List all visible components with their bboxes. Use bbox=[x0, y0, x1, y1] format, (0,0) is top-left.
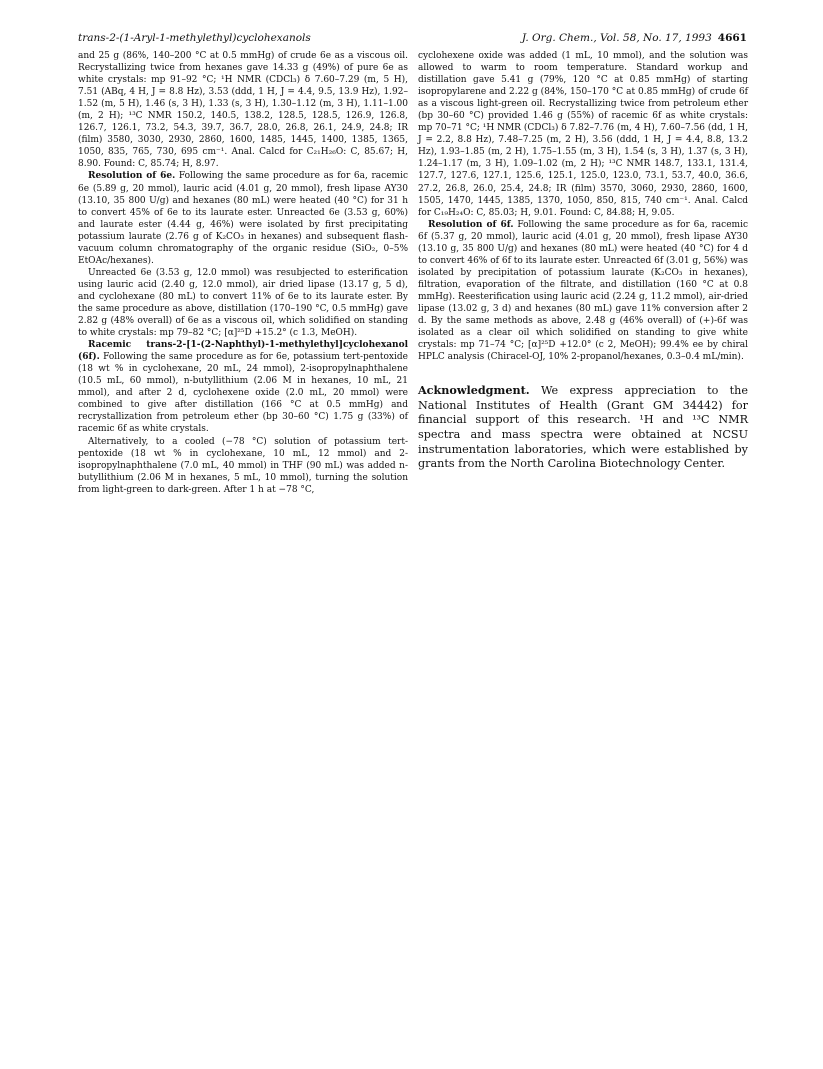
paragraph-body: Following the same procedure as for 6a, racemic 6f (5.37 g, 20 mmol), lauric acid (4.01 g, 20 mmol), fresh lipase AY30 (13.10 g, 35 800 U/g) and hexanes (80 mL) were heated (40 °C) for 4 d to convert 46% of 6f to its laurate ester. Unreacted 6f (3.01 g, 56%) was isolated by precipitation of potassium laurate (K₂CO₃ in hexanes), filtration, evaporation of the filtrate, and distillation (160 °C at 0.8 mmHg). Reesterification using lauric acid (2.24 g, 11.2 mmol), air-dried lipase (13.02 g, 3 d) and hexanes (80 mL) gave 11% conversion after 2 d. By the same methods as above, 2.48 g (46% overall) of (+)-6f was isolated as a clear oil which solidified on standing to give white crystals: mp 71–74 °C; [α]²⁵D +12.0° (c 2, MeOH); 99.4% ee by chiral HPLC analysis (Chiracel-OJ, 10% 2-propanol/hexanes, 0.3–0.4 mL/min). bbox=[418, 219, 748, 363]
journal-name: J. Org. Chem., Vol. 58, No. 17, 1993 bbox=[521, 32, 712, 44]
acknowledgment-body: We express appreciation to the National Institutes of Health (Grant GM 34442) for financial support of this research. ¹H and ¹³C NMR spectra and mass spectra were obtained at NCSU instrumentation laboratories, which were established by grants from the North Carolina Biotechnology Center. bbox=[418, 384, 748, 471]
acknowledgment bbox=[418, 383, 748, 472]
paragraph-racemic-6f bbox=[78, 339, 408, 435]
section-heading-resolution-6f: Resolution of 6f. bbox=[428, 219, 514, 230]
paragraph-resolution-6f bbox=[418, 219, 748, 364]
section-heading-racemic-6f: Racemic trans-2-[1-(2-Naphthyl)-1-methylethyl]cyclohexanol (6f). bbox=[78, 340, 408, 363]
page-header bbox=[78, 30, 747, 46]
right-column bbox=[418, 50, 748, 472]
paragraph-resolution-6e bbox=[78, 170, 408, 266]
acknowledgment-heading: Acknowledgment. bbox=[418, 383, 530, 398]
left-column bbox=[78, 50, 408, 496]
journal-citation bbox=[522, 30, 747, 46]
page-number: 4661 bbox=[717, 32, 747, 44]
paragraph-body: Following the same procedure as for 6a, racemic 6e (5.89 g, 20 mmol), lauric acid (4.01 g, 20 mmol), fresh lipase AY30 (13.10, 35 800 U/g) and hexanes (80 mL) were heated (40 °C) for 31 h to convert 45% of 6e to its laurate ester. Unreacted 6e (3.53 g, 60%) and laurate ester (4.44 g, 46%) were isolated by first precipitating potassium laurate (2.76 g of K₂CO₃ in hexanes) and subsequent flash-vacuum column chromatography of the organic residue (SiO₂, 0–5% EtOAc/hexanes). bbox=[78, 171, 408, 266]
running-title: trans-2-(1-Aryl-1-methylethyl)cyclohexanols bbox=[78, 32, 311, 44]
paragraph-reesterification-6e: Unreacted 6e (3.53 g, 12.0 mmol) was resubjected to esterification using lauric acid (2.40 g, 12.0 mmol), air dried lipase (13.17 g, 5 d), and cyclohexane (80 mL) to convert 11% of 6e to its laurate ester. By the same procedure as above, distillation (170–190 °C, 0.5 mmHg) gave 2.82 g (48% overall) of 6e as a viscous oil, which solidified on standing to white crystals: mp 79–82 °C; [α]²⁵D +15.2° (c 1.3, MeOH). bbox=[78, 267, 408, 339]
section-heading-resolution-6e: Resolution of 6e. bbox=[88, 171, 176, 182]
paragraph-alternative-synthesis: Alternatively, to a cooled (−78 °C) solution of potassium tert-pentoxide (18 wt % in cyclohexane, 10 mL, 12 mmol) and 2-isopropylnaphthalene (7.0 mL, 40 mmol) in THF (90 mL) was added n-butyllithium (2.06 M in hexanes, 5 mL, 10 mmol), turning the solution from light-green to dark-green. After 1 h at −78 °C, bbox=[78, 436, 408, 495]
paragraph-body: Following the same procedure as for 6e, potassium tert-pentoxide (18 wt % in cyclohexane, 20 mL, 24 mmol), 2-isopropylnaphthalene (10.5 mL, 60 mmol), n-butyllithium (2.06 M in hexanes, 10 mL, 21 mmol), and after 2 d, cyclohexene oxide (2.0 mL, 20 mmol) were combined to give after distillation (166 °C at 0.5 mmHg) and recrystallization from petroleum ether (bp 30–60 °C) 1.75 g (33%) of racemic 6f as white crystals. bbox=[78, 352, 408, 435]
paragraph-6f-characterization: cyclohexene oxide was added (1 mL, 10 mmol), and the solution was allowed to warm to room temperature. Standard workup and distillation gave 5.41 g (79%, 120 °C at 0.85 mmHg) of starting isopropylarene and 2.22 g (84%, 150–170 °C at 0.85 mmHg) of crude 6f as a viscous light-green oil. Recrystallizing twice from petroleum ether (bp 30–60 °C) provided 1.46 g (55%) of racemic 6f as white crystals: mp 70–71 °C; ¹H NMR (CDCl₃) δ 7.82–7.76 (m, 4 H), 7.60–7.56 (dd, 1 H, J = 2.2, 8.8 Hz), 7.48–7.25 (m, 2 H), 3.56 (ddd, 1 H, J = 4.4, 8.8, 13.2 Hz), 1.93–1.85 (m, 2 H), 1.75–1.55 (m, 3 H), 1.54 (s, 3 H), 1.37 (s, 3 H), 1.24–1.17 (m, 3 H), 1.09–1.02 (m, 2 H); ¹³C NMR 148.7, 133.1, 131.4, 127.7, 127.6, 127.1, 125.6, 125.1, 125.0, 123.0, 73.1, 53.7, 40.0, 36.6, 27.2, 26.8, 26.0, 25.4, 24.8; IR (film) 3570, 3060, 2930, 2860, 1600, 1505, 1470, 1445, 1385, 1370, 1050, 850, 815, 740 cm⁻¹. Anal. Calcd for C₁₉H₂₄O: C, 85.03; H, 9.01. Found: C, 84.88; H, 9.05. bbox=[418, 51, 748, 218]
paragraph-6e-characterization: and 25 g (86%, 140–200 °C at 0.5 mmHg) of crude 6e as a viscous oil. Recrystallizing twice from hexanes gave 14.33 g (49%) of pure 6e as white crystals: mp 91–92 °C; ¹H NMR (CDCl₃) δ 7.60–7.29 (m, 5 H), 7.51 (ABq, 4 H, J = 8.8 Hz), 3.53 (ddd, 1 H, J = 4.4, 9.5, 13.9 Hz), 1.92–1.52 (m, 5 H), 1.46 (s, 3 H), 1.33 (s, 3 H), 1.30–1.12 (m, 3 H), 1.11–1.00 (m, 2 H); ¹³C NMR 150.2, 140.5, 138.2, 128.5, 128.5, 126.9, 126.8, 126.7, 126.1, 73.2, 54.3, 39.7, 36.7, 28.0, 26.8, 26.1, 24.9, 24.8; IR (film) 3580, 3030, 2930, 2860, 1600, 1485, 1445, 1400, 1385, 1365, 1050, 835, 765, 730, 695 cm⁻¹. Anal. Calcd for C₂₁H₂₆O: C, 85.67; H, 8.90. Found: C, 85.74; H, 8.97. bbox=[78, 51, 408, 170]
